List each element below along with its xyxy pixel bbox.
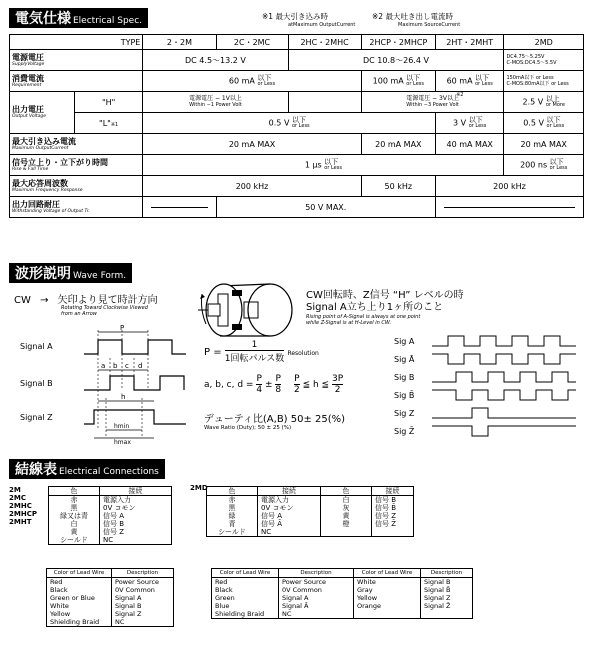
z-desc-1: CW回転時、Z信号 “H” レベルの時 xyxy=(306,290,464,301)
model-2mhcp: 2MHCP xyxy=(9,510,37,518)
wire-color-en: Yellow xyxy=(50,610,71,618)
wire-desc-en: Signal Ā xyxy=(282,602,309,610)
wire-conn: 信号 A xyxy=(103,512,125,520)
p-dim-label: P xyxy=(120,324,125,332)
models-right xyxy=(190,484,208,492)
model-2mhc: 2MHC xyxy=(9,502,32,510)
ika: 以下 xyxy=(291,116,306,124)
supply-label-en: SupplyVoltage xyxy=(12,61,45,67)
sig-a-label: Sig A xyxy=(394,337,415,346)
formula-p xyxy=(204,340,319,364)
wire-conn: 電源入力 xyxy=(103,496,131,504)
desc-header-en: Description xyxy=(112,569,174,578)
wire-color: 黒 xyxy=(228,504,236,512)
signal-z-wave xyxy=(84,410,186,424)
current-v4 xyxy=(504,71,584,92)
output-h2-en: Within −3 Power Volt xyxy=(406,102,459,108)
current-v1-unit xyxy=(257,75,275,87)
wire-color-en: Shielding Braid xyxy=(50,618,100,626)
frac-p4 xyxy=(256,374,262,395)
wire-color: 黒 xyxy=(70,504,78,512)
formula-p-num: 1 xyxy=(225,340,284,351)
duty-ratio-en: Wave Ratio (Duty); 50 ± 25 (%) xyxy=(204,425,292,431)
freq-v1: 200 kHz xyxy=(143,176,361,197)
rise-v2-val: 200 ns xyxy=(520,160,548,170)
sig-z-bar-label: Sig Z̄ xyxy=(394,427,415,436)
freq-v3: 200 kHz xyxy=(435,176,583,197)
wire-conn: 0V コモン xyxy=(103,504,136,512)
current-label-en: Requirement xyxy=(12,82,42,88)
current-v1 xyxy=(143,71,361,92)
orless: or Less xyxy=(406,81,424,87)
current-v3-unit xyxy=(475,75,493,87)
current-v2-unit xyxy=(406,75,424,87)
row-output-h xyxy=(10,92,584,113)
conn-header: 接続 xyxy=(372,487,414,496)
sig-z-label: Sig Z xyxy=(394,409,415,418)
heading-jp: 結線表 xyxy=(15,462,57,478)
ika: 以下 xyxy=(468,116,483,124)
d-dim-label: d xyxy=(138,362,143,370)
wire-color: 緑又は青 xyxy=(60,512,88,520)
sig-b-bar-wave xyxy=(432,390,576,400)
wire-conn: 電源入力 xyxy=(261,496,289,504)
wire-desc-en: Signal B xyxy=(424,578,451,586)
orless: or Less xyxy=(546,123,565,129)
conn-table-right-jp xyxy=(206,486,414,537)
col-2hc-2mhc: 2HC・2MHC xyxy=(288,35,361,50)
wire-color-en: Red xyxy=(215,578,228,586)
wire-color: 黄 xyxy=(342,512,350,520)
rise-v1 xyxy=(143,155,504,176)
current-label xyxy=(10,71,143,92)
duty-ratio xyxy=(204,410,345,431)
col-2md: 2MD xyxy=(504,35,584,50)
output-l1-val: 0.5 V xyxy=(268,118,290,128)
plus-minus: ± xyxy=(264,380,273,390)
note-2-text: ※2 最大吐き出し電流時 xyxy=(372,12,453,21)
wire-conn: 信号 A xyxy=(261,512,283,520)
z-desc-2: Signal A立ち上り1ヶ所のこと xyxy=(306,302,444,313)
rise-label-jp: 信号立上り・立下がり時間 xyxy=(12,157,108,167)
supply-v3 xyxy=(504,50,584,71)
right-jp-colors-2 xyxy=(321,496,372,537)
frac-3p2 xyxy=(332,374,343,395)
ika: 以下 xyxy=(475,74,490,82)
wire-color: 緑 xyxy=(228,512,236,520)
output-l1-unit xyxy=(292,117,310,129)
waveform-diagram xyxy=(14,318,204,446)
sink-label-jp: 最大引き込み電流 xyxy=(12,136,76,146)
orless: or Less xyxy=(257,81,276,87)
supply-v1: DC 4.5～13.2 V xyxy=(143,50,288,71)
rise-v1-unit xyxy=(324,159,342,171)
wire-desc-en: Signal B̄ xyxy=(424,586,451,594)
sig-b-label: Sig B xyxy=(394,373,415,382)
wire-desc-en: Signal B xyxy=(115,602,142,610)
ika: 以下 xyxy=(546,116,561,124)
output-h1-en: Within −1 Power Volt xyxy=(189,102,242,108)
section-connections-heading xyxy=(9,459,165,479)
model-2md: 2MD xyxy=(190,484,208,492)
color-header-en: Color of Lead Wire xyxy=(354,569,421,578)
cw-line xyxy=(14,291,158,306)
row-freq xyxy=(10,176,584,197)
wire-color-en: White xyxy=(357,578,376,586)
wire-desc-en: Power Source xyxy=(115,578,160,586)
wire-conn: NC xyxy=(103,536,114,544)
rise-v2-unit xyxy=(550,159,568,171)
output-h2-note: ※2 xyxy=(456,92,464,98)
wire-color-en: Red xyxy=(50,578,63,586)
heading-en: Electrical Connections xyxy=(59,467,159,477)
c-dim-label: c xyxy=(125,362,129,370)
h-ineq: ≦ h ≦ xyxy=(302,380,330,390)
left-en-colors xyxy=(47,578,112,627)
conn-header: 接続 xyxy=(100,487,172,496)
heading-jp: 電気仕様 xyxy=(15,11,71,27)
conn-header: 接続 xyxy=(258,487,321,496)
output-h1-jp: 電源電圧 − 1V以上 xyxy=(189,95,242,102)
col-2hcp-2mhcp: 2HCP・2MHCP xyxy=(361,35,435,50)
wire-conn: 信号 B xyxy=(375,496,397,504)
wire-color: 白 xyxy=(70,520,78,528)
formula-abcd-lhs: a, b, c, d = xyxy=(204,380,254,390)
row-supply-voltage xyxy=(10,50,584,71)
wire-color-en: Orange xyxy=(357,602,382,610)
output-h2-jp: 電源電圧 − 3V以上 xyxy=(406,95,459,102)
wire-color-en: Green or Blue xyxy=(50,594,95,602)
note-1 xyxy=(262,12,355,30)
left-jp-colors xyxy=(49,496,100,545)
current-label-jp: 消費電流 xyxy=(12,73,44,83)
output-h3-val: 2.5 V xyxy=(522,97,544,107)
b-dim-label: b xyxy=(113,362,118,370)
wire-desc-en: Signal A xyxy=(282,594,309,602)
output-label-jp: 出力電圧 xyxy=(12,105,44,114)
heading-jp: 波形説明 xyxy=(15,266,71,282)
frac-p8-den: 8 xyxy=(275,385,282,395)
sig-z-wave xyxy=(432,408,576,418)
output-label-en: Output Voltage xyxy=(12,114,47,119)
wire-color: シールド xyxy=(60,536,88,544)
withstand-dash-2 xyxy=(435,197,583,218)
wire-color: 橙 xyxy=(342,520,350,528)
desc-header-en: Description xyxy=(279,569,354,578)
sig-a-bar-label: Sig Ā xyxy=(394,355,415,364)
frac-p2-num: P xyxy=(294,374,300,384)
freq-v2: 50 kHz xyxy=(361,176,435,197)
sig-b-wave xyxy=(432,372,576,382)
note-1-en: atMaximum OutputCurrent xyxy=(288,22,356,28)
cw-label: CW xyxy=(14,295,31,306)
wire-conn: 信号 Z xyxy=(103,528,125,536)
frac-p8 xyxy=(275,374,281,395)
wire-conn: 0V コモン xyxy=(261,504,294,512)
frac-3p2-den: 2 xyxy=(334,385,341,395)
wire-desc-en: 0V Common xyxy=(115,586,155,594)
formula-p-lhs: P = xyxy=(204,347,222,358)
color-header: 色 xyxy=(207,487,258,496)
orless: or Less xyxy=(475,81,493,87)
right-jp-colors-1 xyxy=(207,496,258,537)
wire-color-en: Green xyxy=(215,594,235,602)
sig-a-wave xyxy=(432,336,576,346)
conn-table-right-en xyxy=(211,568,473,619)
supply-v3b: C-MOS:DC4.5～5.5V xyxy=(506,60,557,66)
cw-desc-en xyxy=(61,305,148,317)
formula-abcd xyxy=(204,374,343,395)
spec-header-row xyxy=(10,35,584,50)
wire-color-en: Black xyxy=(50,586,68,594)
arrow-icon: → xyxy=(40,295,49,306)
wire-color-en: Shielding Braid xyxy=(215,610,265,618)
wire-desc-en: Signal Z xyxy=(424,594,451,602)
section-wave-form-heading xyxy=(9,263,132,283)
model-2mht: 2MHT xyxy=(9,518,32,526)
supply-v2: DC 10.8～26.4 V xyxy=(288,50,504,71)
wire-desc-en: 0V Common xyxy=(282,586,322,594)
wire-color: 黄 xyxy=(70,528,78,536)
output-l2-unit xyxy=(469,117,487,129)
formula-p-den: 1回転パルス数 xyxy=(224,354,285,364)
cw-desc: 矢印より見て時計方向 xyxy=(57,295,158,306)
output-h-blank xyxy=(288,92,361,113)
wire-desc-en: Power Source xyxy=(282,578,327,586)
current-v4b: C-MOS:80mA以下 or Less xyxy=(506,81,569,87)
cw-desc-en-1: Rotating Toward Clockwise Viewed xyxy=(61,305,148,311)
left-en-descs xyxy=(112,578,174,627)
color-header: 色 xyxy=(49,487,100,496)
output-l3 xyxy=(504,113,584,134)
signal-a-label: Signal A xyxy=(20,342,53,351)
hmin-dim-label: hmin xyxy=(114,423,130,430)
wire-color-en: Black xyxy=(215,586,233,594)
right-en-colors-2 xyxy=(354,578,421,619)
sink-label-en: Maximum OutputCurrent xyxy=(12,145,69,151)
row-sink-current xyxy=(10,134,584,155)
note-2-en: Maximum SourceCurrent xyxy=(398,22,461,28)
wire-conn: 信号 B̄ xyxy=(375,504,397,512)
models-left xyxy=(9,486,37,526)
heading-en: Wave Form. xyxy=(73,271,127,281)
col-2-2m: 2・2M xyxy=(143,35,216,50)
rise-v1-val: 1 μs xyxy=(304,160,322,170)
type-header: TYPE xyxy=(10,35,143,50)
output-l3-val: 0.5 V xyxy=(523,118,544,128)
supply-v3a: DC4.75～5.25V xyxy=(506,54,545,60)
model-2mc: 2MC xyxy=(9,494,26,502)
note-2 xyxy=(372,12,460,30)
color-header: 色 xyxy=(321,487,372,496)
ika: 以下 xyxy=(257,74,272,82)
signal-z-label: Signal Z xyxy=(20,413,53,422)
sink-v3: 40 mA MAX xyxy=(435,134,503,155)
a-dim-label: a xyxy=(101,362,106,370)
left-jp-conns xyxy=(100,496,172,545)
frac-p2-den: 2 xyxy=(293,385,300,395)
sig-a-bar-wave xyxy=(432,354,576,364)
color-header-en: Color of Lead Wire xyxy=(47,569,112,578)
signal-a-wave xyxy=(84,340,186,354)
current-v1-val: 60 mA xyxy=(228,76,255,86)
current-v3-val: 60 mA xyxy=(446,76,473,86)
conn-table-left-en xyxy=(46,568,174,627)
rise-label xyxy=(10,155,143,176)
supply-label xyxy=(10,50,143,71)
right-en-descs-2 xyxy=(421,578,473,619)
output-h2 xyxy=(361,92,504,113)
right-jp-conns-1 xyxy=(258,496,321,537)
frac-p4-num: P xyxy=(256,374,262,384)
wire-color: 白 xyxy=(342,496,350,504)
output-h-label: "H" xyxy=(74,92,142,113)
encoder-drawing xyxy=(198,280,300,340)
wire-color-en: White xyxy=(50,602,69,610)
frac-3p2-num: 3P xyxy=(331,374,344,384)
col-2c-2mc: 2C・2MC xyxy=(216,35,288,50)
freq-label xyxy=(10,176,143,197)
z-desc-en-1: Rising point of A-Signal is always at one point xyxy=(306,314,421,320)
output-l1 xyxy=(143,113,436,134)
output-l-label xyxy=(74,113,142,134)
sig-z-bar-wave xyxy=(432,426,576,436)
ika: 以下 xyxy=(406,74,421,82)
sink-label xyxy=(10,134,143,155)
output-label xyxy=(10,92,75,134)
orless: or Less xyxy=(324,165,342,171)
model-2m: 2M xyxy=(9,486,21,494)
wire-desc-en: Signal Z̄ xyxy=(424,602,451,610)
col-2ht-2mht: 2HT・2MHT xyxy=(435,35,503,50)
row-current xyxy=(10,71,584,92)
z-desc-en-2: while Z-Signal is at H-Level in CW. xyxy=(306,320,392,326)
freq-label-jp: 最大応答周波数 xyxy=(12,178,68,188)
wire-color: シールド xyxy=(218,528,246,536)
supply-label-jp: 電源電圧 xyxy=(12,52,44,62)
sig-waveforms xyxy=(390,332,586,440)
wire-color-en: Gray xyxy=(357,586,373,594)
heading-en: Electrical Spec. xyxy=(73,16,142,26)
wire-color: 灰 xyxy=(342,504,350,512)
wire-conn: 信号 Ā xyxy=(261,520,283,528)
rise-v2 xyxy=(504,155,584,176)
hmax-dim-label: hmax xyxy=(114,439,131,446)
frac-p4-den: 4 xyxy=(256,385,263,395)
ika: 以下 xyxy=(549,158,564,166)
duty-ratio-jp: デューティ比(A,B) 50± 25(%) xyxy=(204,414,346,425)
frac-p2 xyxy=(294,374,300,395)
row-output-l xyxy=(10,113,584,134)
wire-desc-en: NC xyxy=(115,618,125,626)
wire-conn: 信号 Z xyxy=(375,512,397,520)
wire-desc-en: Signal A xyxy=(115,594,142,602)
z-desc xyxy=(306,290,464,326)
section-electrical-spec-heading xyxy=(9,8,148,28)
sink-v1: 20 mA MAX xyxy=(143,134,361,155)
output-h3 xyxy=(504,92,584,113)
ika: 以下 xyxy=(324,158,339,166)
freq-label-en: Maximum Frequency Response xyxy=(12,187,83,193)
desc-header-en: Description xyxy=(421,569,473,578)
wire-color: 青 xyxy=(228,520,236,528)
cw-desc-en-2: from an Arrow xyxy=(61,311,97,317)
h-dim-label: h xyxy=(121,393,126,401)
row-rise-fall xyxy=(10,155,584,176)
output-h1 xyxy=(143,92,288,113)
orless: or Less xyxy=(549,165,568,171)
output-l2-val: 3 V xyxy=(453,118,467,128)
right-en-colors-1 xyxy=(212,578,279,619)
signal-b-label: Signal B xyxy=(20,379,53,388)
wire-conn: 信号 Z̄ xyxy=(375,520,397,528)
current-v3 xyxy=(435,71,503,92)
current-v2 xyxy=(361,71,435,92)
rise-label-en: Rise & Fall Time xyxy=(12,166,49,172)
withstand-dash-1 xyxy=(143,197,216,218)
output-l3-unit xyxy=(547,117,565,129)
current-v4a: 150mA以下 or Less xyxy=(506,75,554,81)
right-jp-conns-2 xyxy=(372,496,414,537)
withstand-label-jp: 出力回路耐圧 xyxy=(12,199,60,209)
ijo: 以上 xyxy=(545,95,560,103)
current-v2-val: 100 mA xyxy=(372,76,404,86)
conn-table-left-jp xyxy=(48,486,172,545)
right-en-descs-1 xyxy=(279,578,354,619)
spec-table xyxy=(9,34,584,218)
wire-color-en: Blue xyxy=(215,602,230,610)
withstand-label xyxy=(10,197,143,218)
color-header-en: Color of Lead Wire xyxy=(212,569,279,578)
row-withstand xyxy=(10,197,584,218)
wire-desc-en: Signal Z xyxy=(115,610,142,618)
wire-desc-en: NC xyxy=(282,610,292,618)
wire-color-en: Yellow xyxy=(357,594,378,602)
sig-b-bar-label: Sig B̄ xyxy=(394,391,415,400)
wire-color: 赤 xyxy=(70,496,78,504)
note-1-text: ※1 最大引き込み時 xyxy=(262,12,328,21)
wire-conn: 信号 B xyxy=(103,520,125,528)
frac-p8-num: P xyxy=(275,374,281,384)
output-l-note: ※1 xyxy=(110,121,119,128)
output-h3-unit xyxy=(546,96,565,108)
sink-v4: 20 mA MAX xyxy=(504,134,584,155)
output-l2 xyxy=(435,113,503,134)
sink-v2: 20 mA MAX xyxy=(361,134,435,155)
wire-color: 赤 xyxy=(228,496,236,504)
formula-p-frac xyxy=(225,340,284,364)
resolution-label: Resolution xyxy=(287,350,319,357)
orless: or Less xyxy=(468,123,487,129)
ormore: or More xyxy=(545,102,565,108)
withstand-v1: 50 V MAX. xyxy=(216,197,435,218)
withstand-label-en: Withstanding Voltage of Output Tr. xyxy=(12,208,90,214)
wire-conn: NC xyxy=(261,528,272,536)
orless: or Less xyxy=(291,123,310,129)
output-l-text: "L" xyxy=(99,118,111,128)
